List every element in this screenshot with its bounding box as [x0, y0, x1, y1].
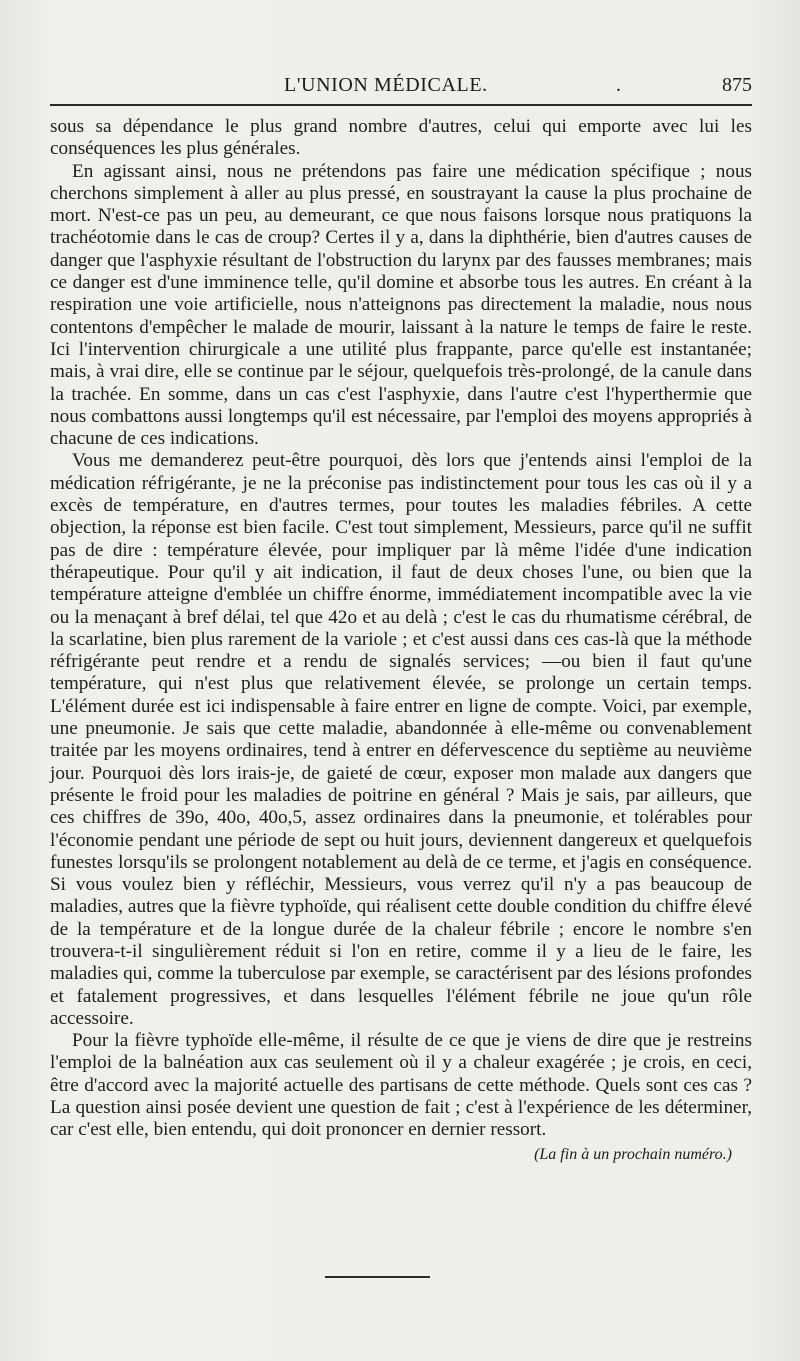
header-dot: . [616, 74, 621, 96]
footer-rule [325, 1276, 430, 1278]
running-title: L'UNION MÉDICALE. [284, 74, 488, 96]
paragraph-tracheotomy: En agissant ainsi, nous ne prétendons pas faire une médication spécifique ; nous cherchons simplement à aller au plus pressé, en soustrayant la cause la plus prochaine de mort. N'est-ce pas un peu, au demeurant, ce que nous faisons lorsque nous pratiquons la trachéotomie dans le cas de croup? Certes il y a, dans la diphthérie, bien d'autres causes de danger que l'asphyxie résultant de l'obstruction du larynx par des fausses membranes; mais ce danger est d'une imminence telle, qu'il domine et absorbe tous les autres. En créant à la respiration une voie artificielle, nous n'atteignons pas directement la maladie, nous nous contentons d'empêcher le malade de mourir, laissant à la nature le temps de faire le reste. Ici l'intervention chirurgicale a une utilité plus frappante, parce qu'elle est instantanée; mais, à vrai dire, elle se continue par le séjour, quelquefois très-prolongé, de la canule dans la trachée. En somme, dans un cas c'est l'asphyxie, dans l'autre c'est l'hyperthermie que nous combattons aussi longtemps qu'il est nécessaire, par l'emploi des moyens appropriés à chacune de ces indications. [50, 160, 752, 450]
page-header [50, 70, 752, 100]
header-rule [50, 104, 752, 106]
article-body [50, 116, 752, 1166]
paragraph-continuation: sous sa dépendance le plus grand nombre d'autres, celui qui emporte avec lui les conséquences les plus générales. [50, 116, 752, 160]
page-number: 875 [722, 74, 752, 96]
paragraph-refrigerant-method: Vous me demanderez peut-être pourquoi, dès lors que j'entends ainsi l'emploi de la médication réfrigérante, je ne la préconise pas indistinctement pour tous les cas où il y a excès de température, en d'autres termes, pour toutes les maladies fébriles. A cette objection, la réponse est bien facile. C'est tout simplement, Messieurs, parce qu'il ne suffit pas de dire : température élevée, pour impliquer par là même l'idée d'une indication thérapeutique. Pour qu'il y ait indication, il faut de deux choses l'une, ou bien que la température atteigne d'emblée un chiffre énorme, immédiatement incompatible avec la vie ou la menaçant à bref délai, tel que 42o et au delà ; c'est le cas du rhumatisme cérébral, de la scarlatine, bien plus rarement de la variole ; et c'est aussi dans ces cas-là que la méthode réfrigérante peut rendre et a rendu de signalés services; —ou bien il faut qu'une température, qui n'est plus que relativement élevée, se prolonge un certain temps. L'élément durée est ici indispensable à faire entrer en ligne de compte. Voici, par exemple, une pneumonie. Je sais que cette maladie, abandonnée à elle-même ou convenablement traitée par les moyens ordinaires, tend à entrer en défervescence du septième au neuvième jour. Pourquoi dès lors irais-je, de gaieté de cœur, exposer mon malade aux dangers que présente le froid pour les maladies de poitrine en général ? Mais je sais, par ailleurs, que ces chiffres de 39o, 40o, 40o,5, assez ordinaires dans la pneumonie, et tolérables pour l'économie pendant une période de sept ou huit jours, deviennent dangereux et quelquefois funestes lorsqu'ils se prolongent notablement au delà de ce terme, et j'agis en conséquence. Si vous voulez bien y réfléchir, Messieurs, vous verrez qu'il n'y a pas beaucoup de maladies, autres que la fièvre typhoïde, qui réalisent cette double condition du chiffre élevé de la température et de la longue durée de la chaleur fébrile ; encore le nombre s'en trouvera-t-il singulièrement réduit si l'on en retire, comme il y a lieu de le faire, les maladies qui, comme la tuberculose par exemple, se caractérisent par des lésions profondes et fatalement progressives, et dans lesquelles l'élément fébrile ne joue qu'un rôle accessoire. [50, 450, 752, 1029]
continuation-note: (La fin à un prochain numéro.) [534, 1145, 732, 1163]
paragraph-typhoid: Pour la fièvre typhoïde elle-même, il résulte de ce que je viens de dire que je restreins l'emploi de la balnéation aux cas seulement où il y a chaleur exagérée ; je crois, en ceci, être d'accord avec la majorité actuelle des partisans de cette méthode. Quels sont ces cas ? La question ainsi posée devient une question de fait ; c'est à l'expérience de les déterminer, car c'est elle, bien entendu, qui doit prononcer en dernier ressort. [50, 1030, 752, 1141]
